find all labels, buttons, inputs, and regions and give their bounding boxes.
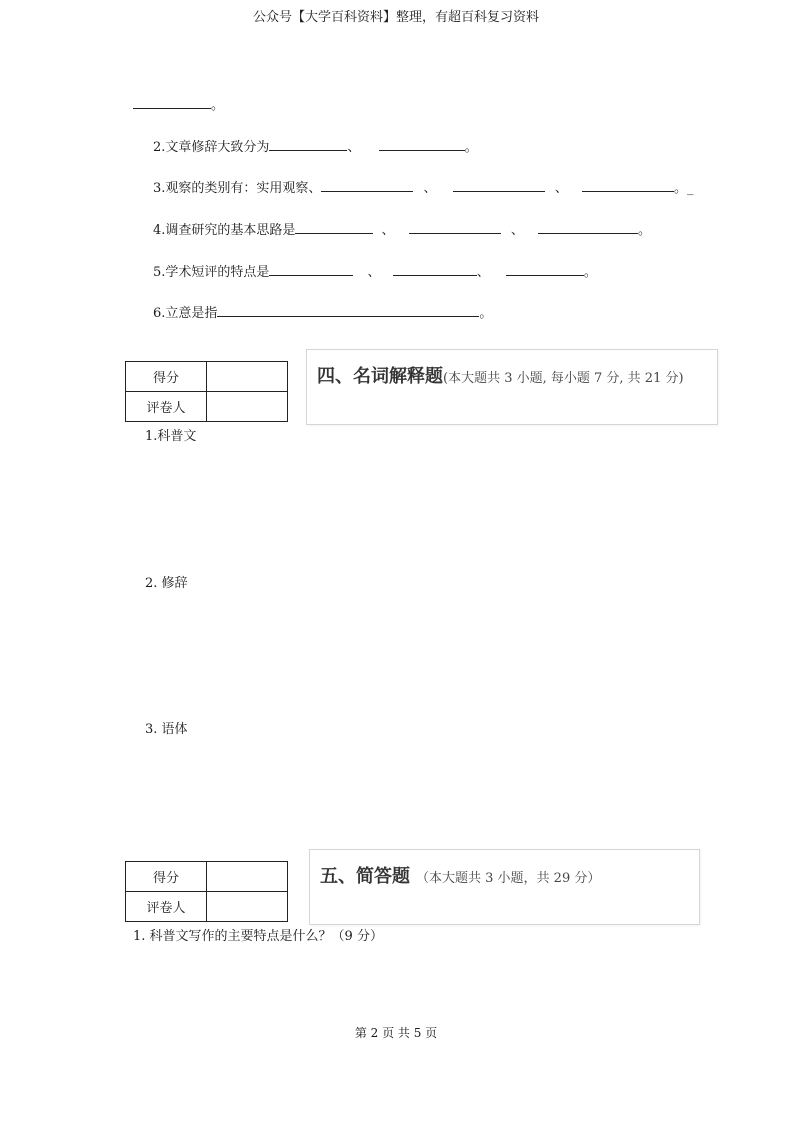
question-2 — [153, 136, 478, 155]
answer-blank[interactable] — [321, 179, 413, 192]
reviewer-label: 评卷人 — [126, 392, 207, 422]
term-item: 1.科普文 — [145, 429, 197, 444]
score-label: 得分 — [126, 862, 207, 892]
term-item: 2. 修辞 — [145, 576, 188, 591]
section-header-box — [306, 349, 718, 425]
score-cell[interactable] — [207, 862, 288, 892]
section-subtitle: (本大题共 3 小题, 每小题 7 分, 共 21 分) — [443, 371, 684, 386]
header-note: 公众号【大学百科资料】整理，有超百科复习资料 — [252, 10, 539, 25]
separator: 、 — [423, 181, 437, 196]
answer-blank[interactable] — [295, 221, 373, 234]
question-text: 5.学术短评的特点是 — [153, 265, 270, 280]
question-5 — [153, 261, 597, 280]
question-end: 。 — [638, 223, 652, 238]
term-item: 3. 语体 — [145, 722, 188, 737]
score-table — [125, 861, 288, 922]
section-heading — [320, 862, 600, 888]
question-end: 。 — [479, 306, 493, 321]
short-answer-item: 1. 科普文写作的主要特点是什么？（9 分） — [133, 929, 383, 944]
answer-blank[interactable] — [582, 179, 674, 192]
question-text: 6.立意是指 — [153, 306, 218, 321]
question-text: 4.调查研究的基本思路是 — [153, 223, 296, 238]
section-title: 五、简答题 — [320, 866, 410, 887]
answer-blank[interactable] — [379, 138, 465, 151]
question-end: 。_ — [674, 181, 694, 196]
separator: 、 — [381, 223, 395, 238]
score-table — [125, 361, 288, 422]
question-text: 3.观察的类别有：实用观察、 — [153, 181, 322, 196]
section-heading — [317, 362, 684, 388]
answer-blank[interactable] — [393, 263, 477, 276]
separator: 、 — [476, 265, 490, 280]
reviewer-label: 评卷人 — [126, 892, 207, 922]
answer-blank[interactable] — [217, 304, 479, 317]
score-label: 得分 — [126, 362, 207, 392]
section-header-box — [309, 849, 700, 925]
separator: 、 — [554, 181, 568, 196]
question-4 — [153, 219, 651, 238]
question-end: 。 — [211, 98, 225, 113]
separator: 、 — [510, 223, 524, 238]
reviewer-cell[interactable] — [207, 392, 288, 422]
question-1-tail — [133, 94, 224, 113]
section-subtitle: （本大题共 3 小题，共 29 分） — [416, 871, 601, 886]
section-title: 四、名词解释题 — [317, 366, 443, 387]
separator: 、 — [347, 140, 361, 155]
reviewer-cell[interactable] — [207, 892, 288, 922]
answer-blank[interactable] — [506, 263, 584, 276]
question-text: 2.文章修辞大致分为 — [153, 140, 270, 155]
answer-blank[interactable] — [538, 221, 638, 234]
answer-blank[interactable] — [453, 179, 545, 192]
question-6 — [153, 302, 492, 321]
answer-blank[interactable] — [269, 263, 353, 276]
answer-blank[interactable] — [409, 221, 501, 234]
question-end: 。 — [583, 265, 597, 280]
answer-blank[interactable] — [133, 96, 211, 109]
answer-blank[interactable] — [269, 138, 347, 151]
separator: 、 — [367, 265, 381, 280]
question-end: 。 — [464, 140, 478, 155]
page-number: 第 2 页 共 5 页 — [354, 1026, 438, 1040]
score-cell[interactable] — [207, 362, 288, 392]
question-3 — [153, 177, 694, 196]
